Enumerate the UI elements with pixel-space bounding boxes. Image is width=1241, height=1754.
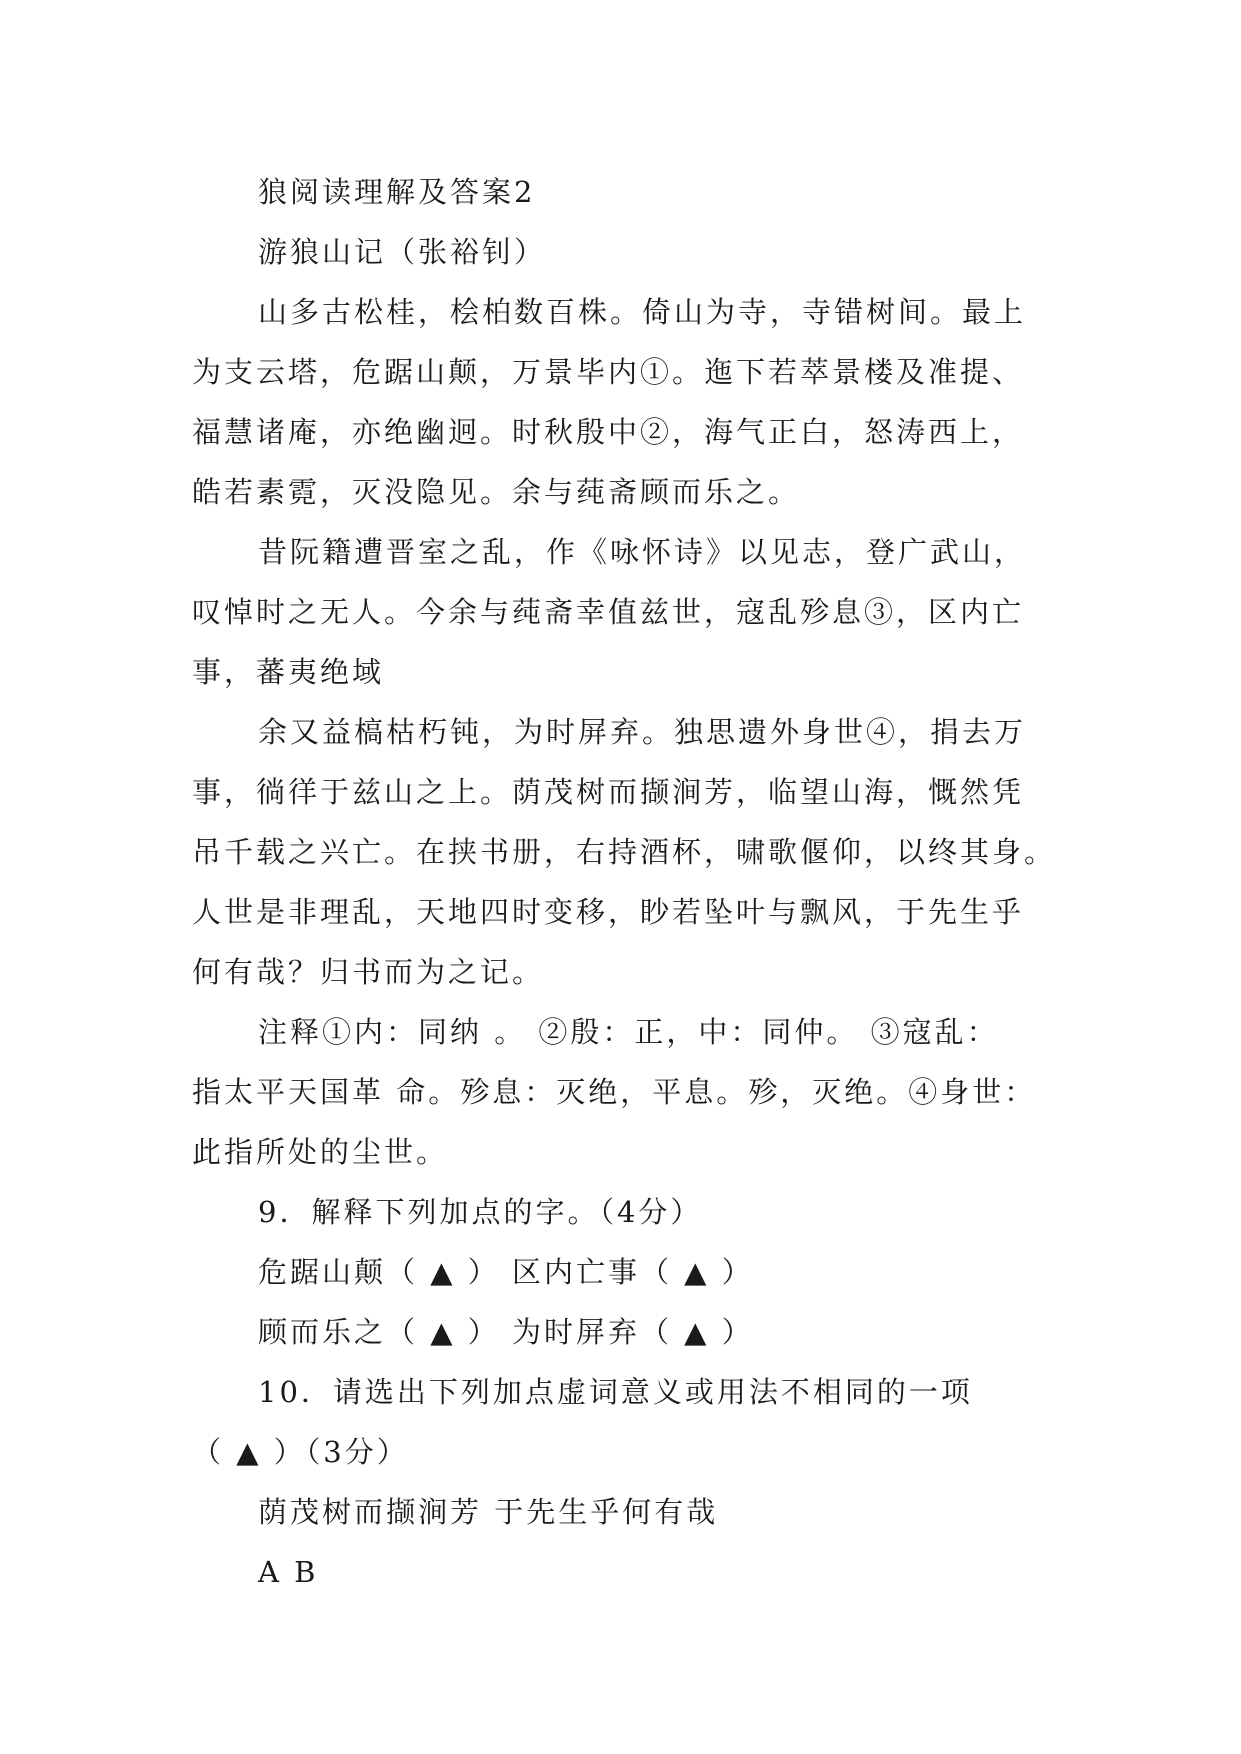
- question-10-option-labels: A B: [258, 1555, 319, 1589]
- annotation-line: 此指所处的尘世。: [192, 1135, 449, 1169]
- passage-line: 吊千载之兴亡。在挟书册，右持酒杯，啸歌偃仰，以终其身。: [192, 835, 1057, 869]
- question-9-blanks-row: 危踞山颠（ ▲ ） 区内亡事（ ▲ ）: [258, 1255, 754, 1289]
- passage-line: 福慧诸庵，亦绝幽迥。时秋殷中②，海气正白，怒涛西上，: [192, 415, 1025, 449]
- question-10-options: 荫茂树而撷涧芳 于先生乎何有哉: [258, 1495, 719, 1529]
- annotation-line: 注释①内：同纳 。 ②殷：正，中：同仲。 ③寇乱：: [258, 1015, 999, 1049]
- passage-line: 何有哉？归书而为之记。: [192, 955, 545, 989]
- passage-line: 为支云塔，危踞山颠，万景毕内①。迤下若萃景楼及准提、: [192, 355, 1025, 389]
- passage-line: 人世是非理乱，天地四时变移，眇若坠叶与飘风，于先生乎: [192, 895, 1025, 929]
- question-9: 9．解释下列加点的字。（4分）: [258, 1195, 703, 1229]
- passage-line: 余又益槁枯朽钝，为时屏弃。独思遗外身世④，捐去万: [258, 715, 1027, 749]
- passage-line: 事，蕃夷绝域: [192, 655, 385, 689]
- document-page: [192, 162, 1072, 1602]
- passage-line: 事，徜徉于兹山之上。荫茂树而撷涧芳，临望山海，慨然凭: [192, 775, 1025, 809]
- passage-line: 山多古松桂，桧柏数百株。倚山为寺，寺错树间。最上: [258, 295, 1027, 329]
- passage-title: 游狼山记（张裕钊）: [258, 235, 547, 269]
- question-9-blanks-row: 顾而乐之（ ▲ ） 为时屏弃（ ▲ ）: [258, 1315, 754, 1349]
- question-10-answer-blank: （ ▲ ）（3分）: [192, 1435, 409, 1469]
- passage-line: 叹悼时之无人。今余与莼斋幸值兹世，寇乱殄息③，区内亡: [192, 595, 1025, 629]
- document-title: 狼阅读理解及答案2: [258, 175, 536, 209]
- passage-line: 昔阮籍遭晋室之乱，作《咏怀诗》以见志，登广武山，: [258, 535, 1027, 569]
- passage-line: 皓若素霓，灭没隐见。余与莼斋顾而乐之。: [192, 475, 801, 509]
- question-10: 10．请选出下列加点虚词意义或用法不相同的一项: [258, 1375, 973, 1409]
- annotation-line: 指太平天国革 命。殄息：灭绝，平息。殄，灭绝。④身世：: [192, 1075, 1037, 1109]
